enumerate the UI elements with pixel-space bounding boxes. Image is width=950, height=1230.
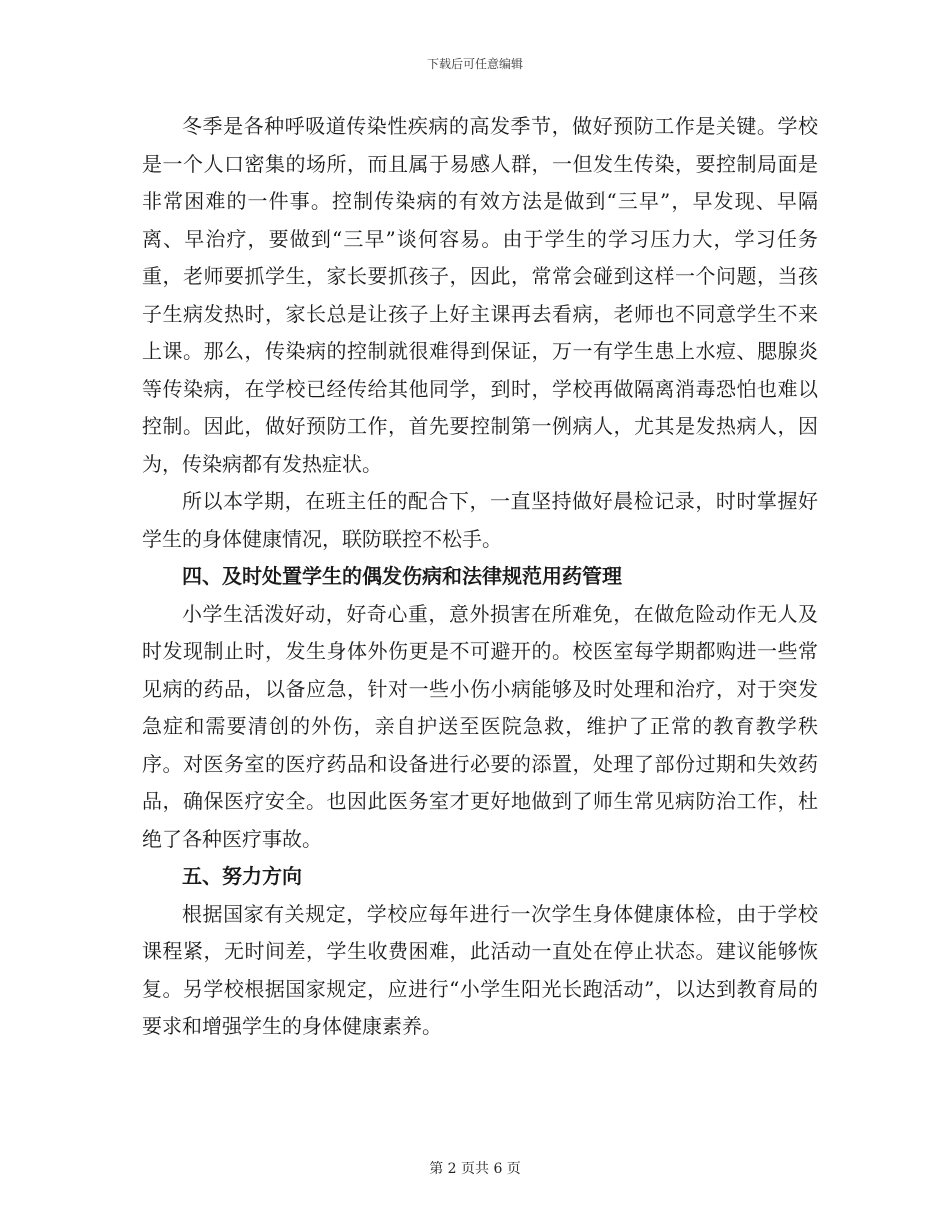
paragraph-injury-handling: 小学生活泼好动，好奇心重，意外损害在所难免，在做危险动作无人及时发现制止时，发生身体外伤更是不可避开的。校医室每学期都购进一些常见病的药品，以备应急，针对一些小伤小病能够及时处理和治疗，对于突发急症和需要清创的外伤，亲自护送至医院急救，维护了正常的教育教学秩序。对医务室的医疗药品和设备进行必要的添置，处理了部份过期和失效药品，确保医疗安全。也因此医务室才更好地做到了师生常见病防治工作，杜绝了各种医疗事故。: [142, 601, 818, 851]
section-heading-4: 四、及时处置学生的偶发伤病和法律规范用药管理: [182, 564, 622, 588]
document-body: [142, 108, 818, 1046]
page-footer: 第 2 页共 6 页: [429, 1161, 521, 1177]
section-heading-5: 五、努力方向: [182, 864, 302, 888]
paragraph-winter-prevention: 冬季是各种呼吸道传染性疾病的高发季节，做好预防工作是关键。学校是一个人口密集的场所，而且属于易感人群，一但发生传染，要控制局面是非常困难的一件事。控制传染病的有效方法是做到“三早”，早发现、早隔离、早治疗，要做到“三早”谈何容易。由于学生的学习压力大，学习任务重，老师要抓学生，家长要抓孩子，因此，常常会碰到这样一个问题，当孩子生病发热时，家长总是让孩子上好主课再去看病，老师也不同意学生不来上课。那么，传染病的控制就很难得到保证，万一有学生患上水痘、腮腺炎等传染病，在学校已经传给其他同学，到时，学校再做隔离消毒恐怕也难以控制。因此，做好预防工作，首先要控制第一例病人，尤其是发热病人，因为，传染病都有发热症状。: [142, 114, 818, 476]
page-header: 下载后可任意编辑: [426, 57, 523, 71]
paragraph-morning-check: 所以本学期，在班主任的配合下，一直坚持做好晨检记录，时时掌握好学生的身体健康情况，联防联控不松手。: [142, 489, 818, 551]
paragraph-future-direction: 根据国家有关规定，学校应每年进行一次学生身体健康体检，由于学校课程紧，无时间差，学生收费困难，此活动一直处在停止状态。建议能够恢复。另学校根据国家规定，应进行“小学生阳光长跑活动”，以达到教育局的要求和增强学生的身体健康素养。: [142, 901, 818, 1038]
